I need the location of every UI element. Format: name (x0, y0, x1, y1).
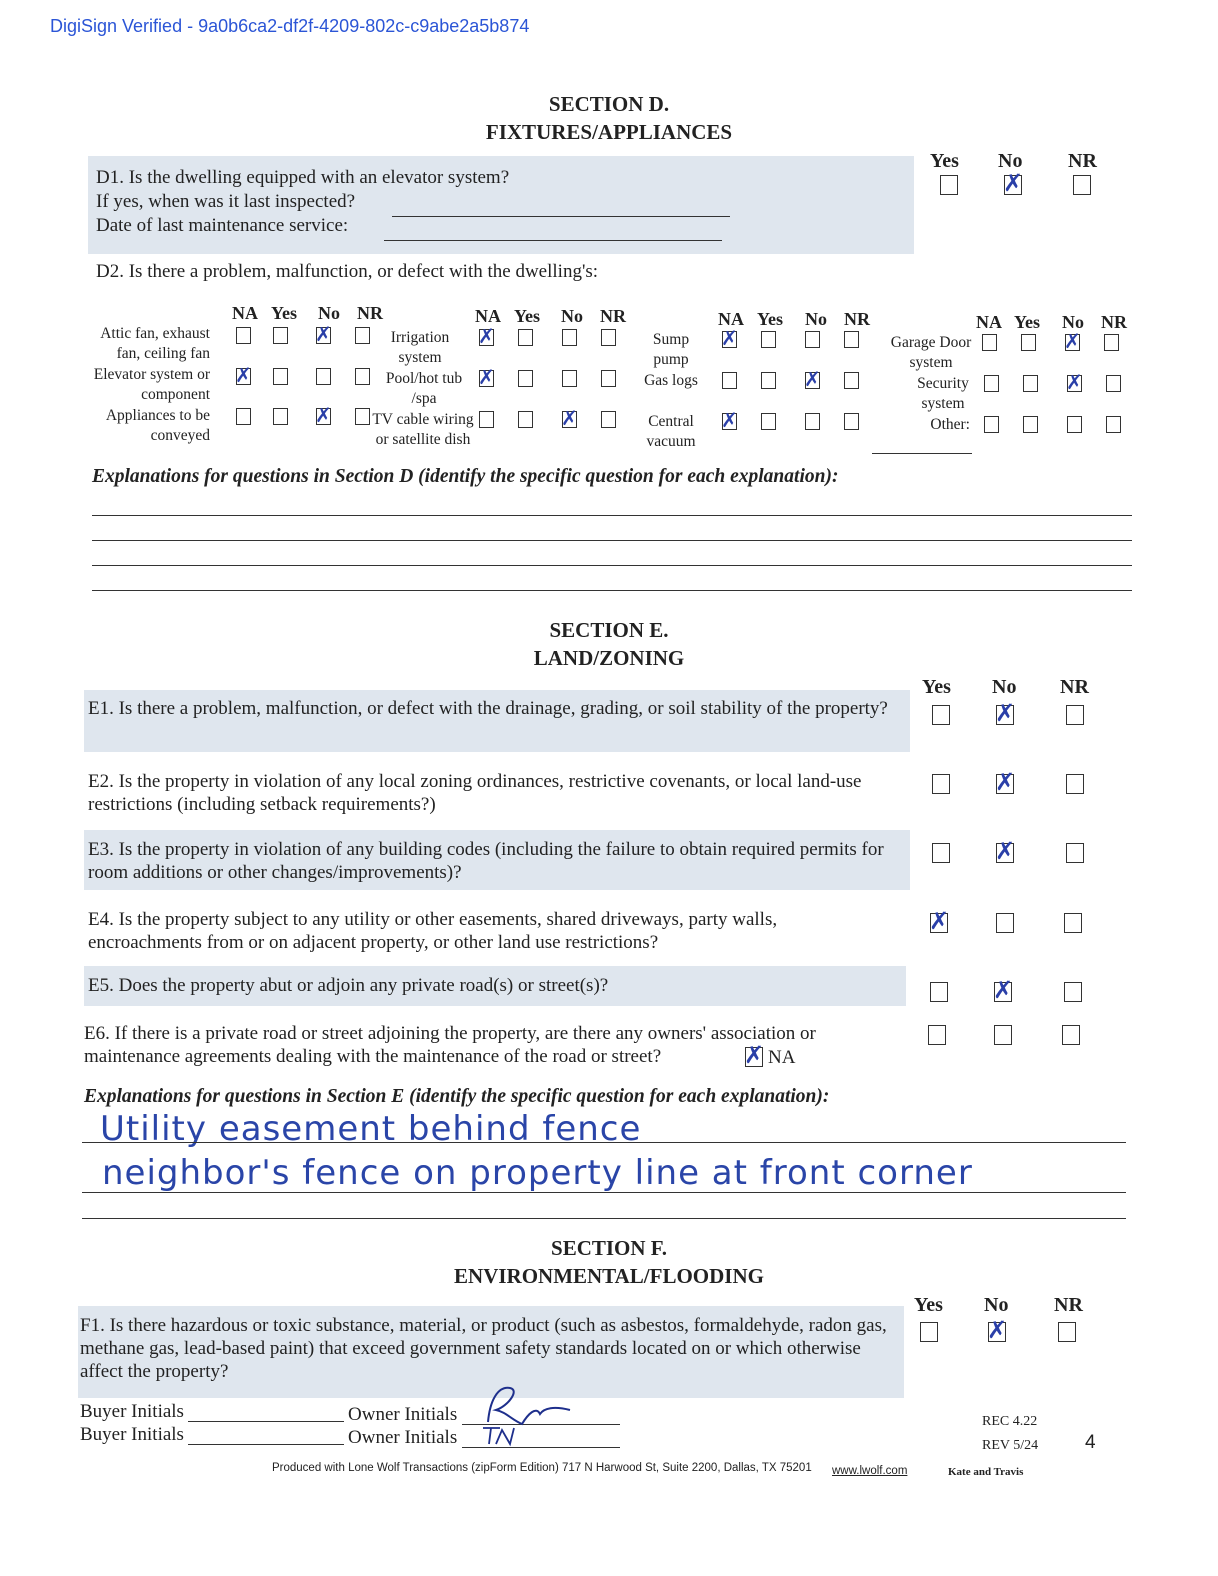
d2-central-vacuum-nr[interactable] (844, 413, 859, 430)
section-d-subheading: FIXTURES/APPLIANCES (485, 120, 733, 144)
d2-elevator-label: Elevator system or component (93, 366, 210, 403)
e1-yes-checkbox[interactable] (932, 705, 950, 725)
d2-gas-logs-no[interactable] (805, 372, 820, 389)
d2-col3-yes: Yes (757, 309, 783, 329)
section-e-explanation-line-1[interactable] (82, 1142, 1126, 1143)
d2-col1-na: NA (232, 303, 258, 323)
d2-attic-fan-no[interactable] (316, 327, 331, 344)
d2-col1-no: No (318, 303, 340, 323)
d2-other-nr[interactable] (1106, 416, 1121, 433)
d2-irrigation-yes[interactable] (518, 329, 533, 346)
section-d-explanations-label: Explanations for questions in Section D (identify the specific question for each explanation): (92, 466, 839, 487)
d2-col1-yes: Yes (271, 303, 297, 323)
d2-sump-pump-na[interactable] (722, 331, 737, 348)
section-e-explanation-line-3[interactable] (82, 1218, 1126, 1219)
section-e-title (0, 616, 1218, 672)
rev-code: REV 5/24 (982, 1438, 1039, 1453)
section-e-explanation-line-2[interactable] (82, 1192, 1126, 1193)
buyer-initials-label-2: Buyer Initials (80, 1424, 184, 1445)
d2-col3-na: NA (718, 309, 744, 329)
e1-no-checkbox[interactable] (996, 705, 1014, 725)
d2-appliances-label: Appliances to be conveyed (105, 407, 210, 444)
d2-tv-cable-no[interactable] (562, 411, 577, 428)
d2-pool-yes[interactable] (518, 370, 533, 387)
f1-yes-checkbox[interactable] (920, 1322, 938, 1342)
d2-central-vacuum-na[interactable] (722, 413, 737, 430)
d2-security-nr[interactable] (1106, 375, 1121, 392)
d2-irrigation-no[interactable] (562, 329, 577, 346)
d1-maintenance-label: Date of last maintenance service: (96, 215, 349, 236)
f-no-header: No (984, 1294, 1009, 1316)
f1-no-checkbox[interactable] (988, 1322, 1006, 1342)
d2-irrigation-nr[interactable] (601, 329, 616, 346)
e-nr-header: NR (1060, 676, 1089, 698)
f-nr-header: NR (1054, 1294, 1083, 1316)
d2-security-yes[interactable] (1023, 375, 1038, 392)
section-d-heading: SECTION D. (548, 92, 670, 116)
section-e-explanations-label: Explanations for questions in Section E (identify the specific question for each explanation): (84, 1086, 830, 1107)
d2-garage-door-yes[interactable] (1021, 334, 1036, 351)
section-d-explanation-line-4[interactable] (92, 590, 1132, 591)
d2-garage-door-na[interactable] (982, 334, 997, 351)
d2-col2-na: NA (475, 306, 501, 326)
d2-pool-no[interactable] (562, 370, 577, 387)
d2-tv-cable-label: TV cable wiring or satellite dish (372, 411, 474, 448)
d2-elevator-no[interactable] (316, 368, 331, 385)
d2-col2-no: No (561, 306, 583, 326)
d2-col4-na: NA (976, 312, 1002, 332)
f1-nr-checkbox[interactable] (1058, 1322, 1076, 1342)
section-d-title (0, 90, 1218, 146)
d2-irrigation-label: Irrigation system (390, 329, 450, 366)
d2-central-vacuum-yes[interactable] (761, 413, 776, 430)
d2-central-vacuum-label: Central vacuum (646, 413, 696, 450)
section-f-heading: SECTION F. (551, 1236, 667, 1260)
produced-by: Produced with Lone Wolf Transactions (zipForm Edition) 717 N Harwood St, Suite 2200, Dallas, TX 75201 (272, 1462, 812, 1474)
d2-elevator-nr[interactable] (355, 368, 370, 385)
rec-code: REC 4.22 (982, 1414, 1038, 1429)
e6-na-label: NA (768, 1047, 796, 1068)
e4-yes-checkbox[interactable] (930, 913, 948, 933)
d2-irrigation-na[interactable] (479, 329, 494, 346)
d2-sump-pump-label: Sump pump (652, 331, 690, 368)
section-e-explanation-text-2: neighbor's fence on property line at front corner (102, 1153, 973, 1193)
section-d-explanation-line-1[interactable] (92, 515, 1132, 516)
d2-central-vacuum-no[interactable] (805, 413, 820, 430)
d2-appliances-na[interactable] (236, 408, 251, 425)
e6-no-checkbox[interactable] (994, 1025, 1012, 1045)
d2-col2-yes: Yes (514, 306, 540, 326)
d2-tv-cable-na[interactable] (479, 411, 494, 428)
e3-question: E3. Is the property in violation of any building codes (including the failure to obtain required permits for room additions or other changes/improvements)? (88, 839, 884, 883)
d2-col2-nr: NR (600, 306, 626, 326)
d2-sump-pump-nr[interactable] (844, 331, 859, 348)
e2-nr-checkbox[interactable] (1066, 774, 1084, 794)
buyer-initials-field-1[interactable] (188, 1421, 344, 1422)
d2-gas-logs-label: Gas logs (644, 372, 698, 389)
section-f-title (0, 1234, 1218, 1290)
section-d-explanation-line-3[interactable] (92, 565, 1132, 566)
e5-yes-checkbox[interactable] (930, 982, 948, 1002)
owner-initials-signature-2 (480, 1424, 520, 1448)
e3-yes-checkbox[interactable] (932, 843, 950, 863)
owner-initials-label-1: Owner Initials (348, 1404, 458, 1425)
d1-no-header: No (998, 150, 1023, 172)
d1-nr-header: NR (1068, 150, 1097, 172)
d2-sump-pump-no[interactable] (805, 331, 820, 348)
f1-question: F1. Is there hazardous or toxic substance, material, or product (such as asbestos, formaldehyde, radon gas, methane gas, lead-based paint) that exceed government safety standards located on or which otherwise affect the property? (80, 1315, 887, 1382)
d2-pool-na[interactable] (479, 370, 494, 387)
e4-question: E4. Is the property subject to any utility or other easements, shared driveways, party walls, encroachments from or on adjacent property, or other land use restrictions? (88, 909, 778, 953)
d2-security-no[interactable] (1067, 375, 1082, 392)
d1-yes-header: Yes (930, 150, 959, 172)
e2-question: E2. Is the property in violation of any local zoning ordinances, restrictive covenants, or local land-use restrictions (including setback requirements?) (88, 771, 862, 815)
e5-nr-checkbox[interactable] (1064, 982, 1082, 1002)
d2-other-field[interactable] (872, 453, 972, 454)
d1-question: D1. Is the dwelling equipped with an elevator system? (96, 167, 510, 188)
d2-col3-no: No (805, 309, 827, 329)
e3-nr-checkbox[interactable] (1066, 843, 1084, 863)
section-e-explanation-text-1: Utility easement behind fence (100, 1109, 642, 1149)
d2-other-label: Other: (930, 416, 970, 433)
d1-no-checkbox[interactable] (1004, 175, 1022, 195)
d1-yes-checkbox[interactable] (940, 175, 958, 195)
e4-no-checkbox[interactable] (996, 913, 1014, 933)
e3-no-checkbox[interactable] (996, 843, 1014, 863)
d1-inspected-label: If yes, when was it last inspected? (96, 191, 356, 212)
d2-other-na[interactable] (984, 416, 999, 433)
d2-garage-door-label: Garage Door system (890, 334, 972, 371)
d2-attic-fan-label: Attic fan, exhaust fan, ceiling fan (100, 325, 210, 362)
d2-attic-fan-yes[interactable] (273, 327, 288, 344)
owner-initials-label-2: Owner Initials (348, 1427, 458, 1448)
d2-garage-door-nr[interactable] (1104, 334, 1119, 351)
d2-appliances-no[interactable] (316, 408, 331, 425)
d2-gas-logs-yes[interactable] (761, 372, 776, 389)
f-yes-header: Yes (914, 1294, 943, 1316)
section-d-explanation-line-2[interactable] (92, 540, 1132, 541)
d2-garage-door-no[interactable] (1065, 334, 1080, 351)
d2-gas-logs-nr[interactable] (844, 372, 859, 389)
section-e-subheading: LAND/ZONING (533, 646, 685, 670)
section-f-subheading: ENVIRONMENTAL/FLOODING (454, 1264, 764, 1288)
e2-no-checkbox[interactable] (996, 774, 1014, 794)
e-yes-header: Yes (922, 676, 951, 698)
property-name: Kate and Travis (948, 1466, 1024, 1478)
e6-nr-checkbox[interactable] (1062, 1025, 1080, 1045)
d2-elevator-na[interactable] (236, 368, 251, 385)
d2-elevator-yes[interactable] (273, 368, 288, 385)
d2-appliances-yes[interactable] (273, 408, 288, 425)
d2-sump-pump-yes[interactable] (761, 331, 776, 348)
d2-question: D2. Is there a problem, malfunction, or defect with the dwelling's: (96, 261, 599, 282)
d2-security-na[interactable] (984, 375, 999, 392)
section-e-heading: SECTION E. (549, 618, 669, 642)
d2-col4-yes: Yes (1014, 312, 1040, 332)
d2-tv-cable-yes[interactable] (518, 411, 533, 428)
d1-maintenance-field[interactable] (384, 240, 722, 241)
d2-col3-nr: NR (844, 309, 870, 329)
d2-gas-logs-na[interactable] (722, 372, 737, 389)
d2-col4-nr: NR (1101, 312, 1127, 332)
e5-no-checkbox[interactable] (994, 982, 1012, 1002)
d2-attic-fan-nr[interactable] (355, 327, 370, 344)
e6-question: E6. If there is a private road or street adjoining the property, are there any owners' association or maintenance agreements dealing with the maintenance of the road or street? (84, 1023, 816, 1067)
e-no-header: No (992, 676, 1017, 698)
d2-pool-label: Pool/hot tub /spa (385, 370, 463, 407)
d2-other-yes[interactable] (1023, 416, 1038, 433)
e1-question: E1. Is there a problem, malfunction, or defect with the drainage, grading, or soil stability of the property? (88, 698, 888, 719)
e5-question: E5. Does the property abut or adjoin any private road(s) or street(s)? (88, 975, 609, 996)
d2-other-no[interactable] (1067, 416, 1082, 433)
buyer-initials-label-1: Buyer Initials (80, 1401, 184, 1422)
d1-nr-checkbox[interactable] (1073, 175, 1091, 195)
d1-inspected-field[interactable] (392, 216, 730, 217)
page-number: 4 (1085, 1432, 1096, 1453)
e2-yes-checkbox[interactable] (932, 774, 950, 794)
d2-security-label: Security system (917, 375, 969, 412)
e1-nr-checkbox[interactable] (1066, 705, 1084, 725)
d2-tv-cable-nr[interactable] (601, 411, 616, 428)
e6-na-checkbox[interactable] (745, 1047, 763, 1067)
website-link[interactable]: www.lwolf.com (832, 1465, 908, 1477)
e6-yes-checkbox[interactable] (928, 1025, 946, 1045)
e4-nr-checkbox[interactable] (1064, 913, 1082, 933)
d2-attic-fan-na[interactable] (236, 327, 251, 344)
d2-pool-nr[interactable] (601, 370, 616, 387)
d2-col1-nr: NR (357, 303, 383, 323)
d2-col4-no: No (1062, 312, 1084, 332)
verification-banner: DigiSign Verified - 9a0b6ca2-df2f-4209-802c-c9abe2a5b874 (50, 16, 530, 36)
buyer-initials-field-2[interactable] (188, 1444, 344, 1445)
